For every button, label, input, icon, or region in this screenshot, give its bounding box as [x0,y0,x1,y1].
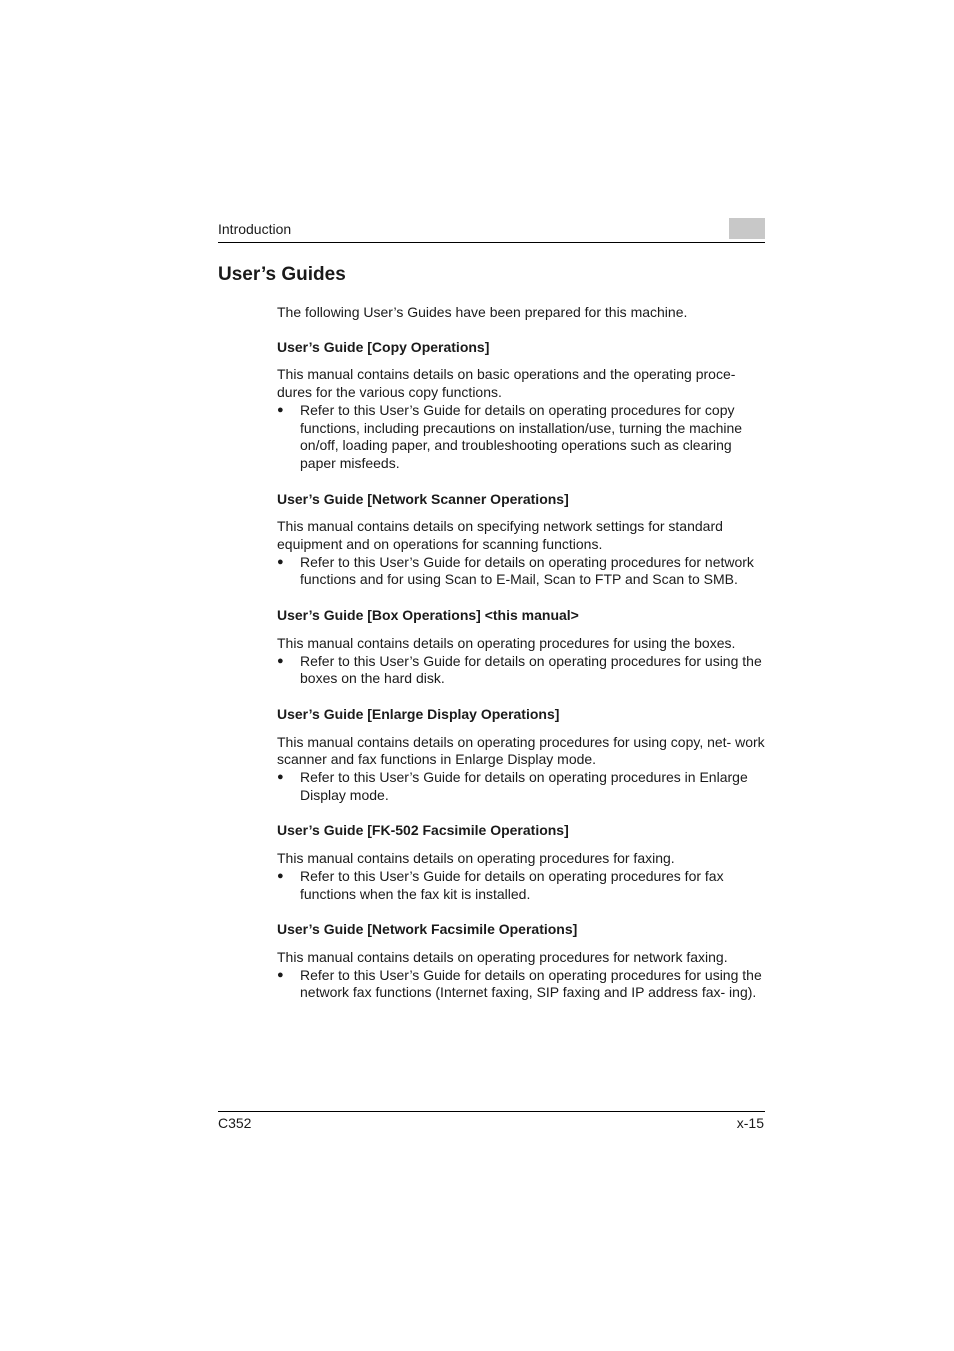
bullet-item [277,868,765,903]
footer-model: C352 [218,1115,252,1131]
section-heading: User’s Guide [Network Facsimile Operations] [277,921,578,938]
page-content [277,304,765,1020]
bullet-text: Refer to this User’s Guide for details on operating procedures in Enlarge Display mode. [300,769,748,803]
page-title: User’s Guides [218,264,346,285]
bullet-text: Refer to this User’s Guide for details on operating procedures for network functions and for using Scan to E-Mail, Scan to FTP and Scan to SMB. [300,553,754,588]
header-section-label: Introduction [218,221,292,237]
section-network-facsimile-operations [277,921,765,1002]
bullet-text: Refer to this User’s Guide for details on operating procedures for using the boxes on the hard disk. [300,652,762,687]
section-description: This manual contains details on specifying network settings for standard equipment and on operations for scanning functions. [277,518,723,553]
section-enlarge-display-operations [277,706,765,805]
bullet-icon: ● [277,771,284,784]
bullet-item [277,967,765,1002]
section-box-operations [277,607,765,688]
section-description: This manual contains details on operating procedures for using the boxes. [277,634,736,651]
section-heading: User’s Guide [Enlarge Display Operations] [277,705,560,722]
footer-page-number: x-15 [736,1115,764,1131]
section-heading: User’s Guide [FK-502 Facsimile Operations] [277,822,569,839]
bullet-item [277,402,765,473]
bullet-item [277,653,765,688]
bullet-item [277,554,765,589]
intro-paragraph: The following User’s Guides have been prepared for this machine. [277,304,688,320]
section-description: This manual contains details on operating procedures for using copy, net- work scanner and fax functions in Enlarge Display mode. [277,733,765,768]
bullet-icon: ● [277,654,284,667]
section-network-scanner-operations [277,491,765,590]
header-tab-marker [729,218,765,239]
section-fk502-facsimile-operations [277,822,765,903]
bullet-icon: ● [277,403,284,416]
section-description: This manual contains details on basic operations and the operating proce- dures for the various copy functions. [277,366,736,401]
section-heading: User’s Guide [Network Scanner Operations] [277,490,569,507]
footer-divider [218,1111,765,1112]
section-description: This manual contains details on operating procedures for network faxing. [277,948,728,965]
bullet-icon: ● [277,555,284,568]
bullet-text: Refer to this User’s Guide for details on operating procedures for fax functions when the fax kit is installed. [300,867,724,902]
section-description: This manual contains details on operating procedures for faxing. [277,850,675,867]
section-heading: User’s Guide [Copy Operations] [277,338,490,355]
section-copy-operations [277,339,765,473]
bullet-text: Refer to this User’s Guide for details on operating procedures for copy functions, including precautions on installation/use, turning the machine on/off, loading paper, and troubleshooting operations such as clearing paper misfeeds. [300,401,743,471]
bullet-icon: ● [277,869,284,882]
section-heading: User’s Guide [Box Operations] <this manual> [277,607,579,624]
header-divider [218,242,765,243]
bullet-item [277,769,765,804]
bullet-icon: ● [277,968,284,981]
bullet-text: Refer to this User’s Guide for details on operating procedures for using the network fax functions (Internet faxing, SIP faxing and IP address fax- ing). [300,966,762,1001]
